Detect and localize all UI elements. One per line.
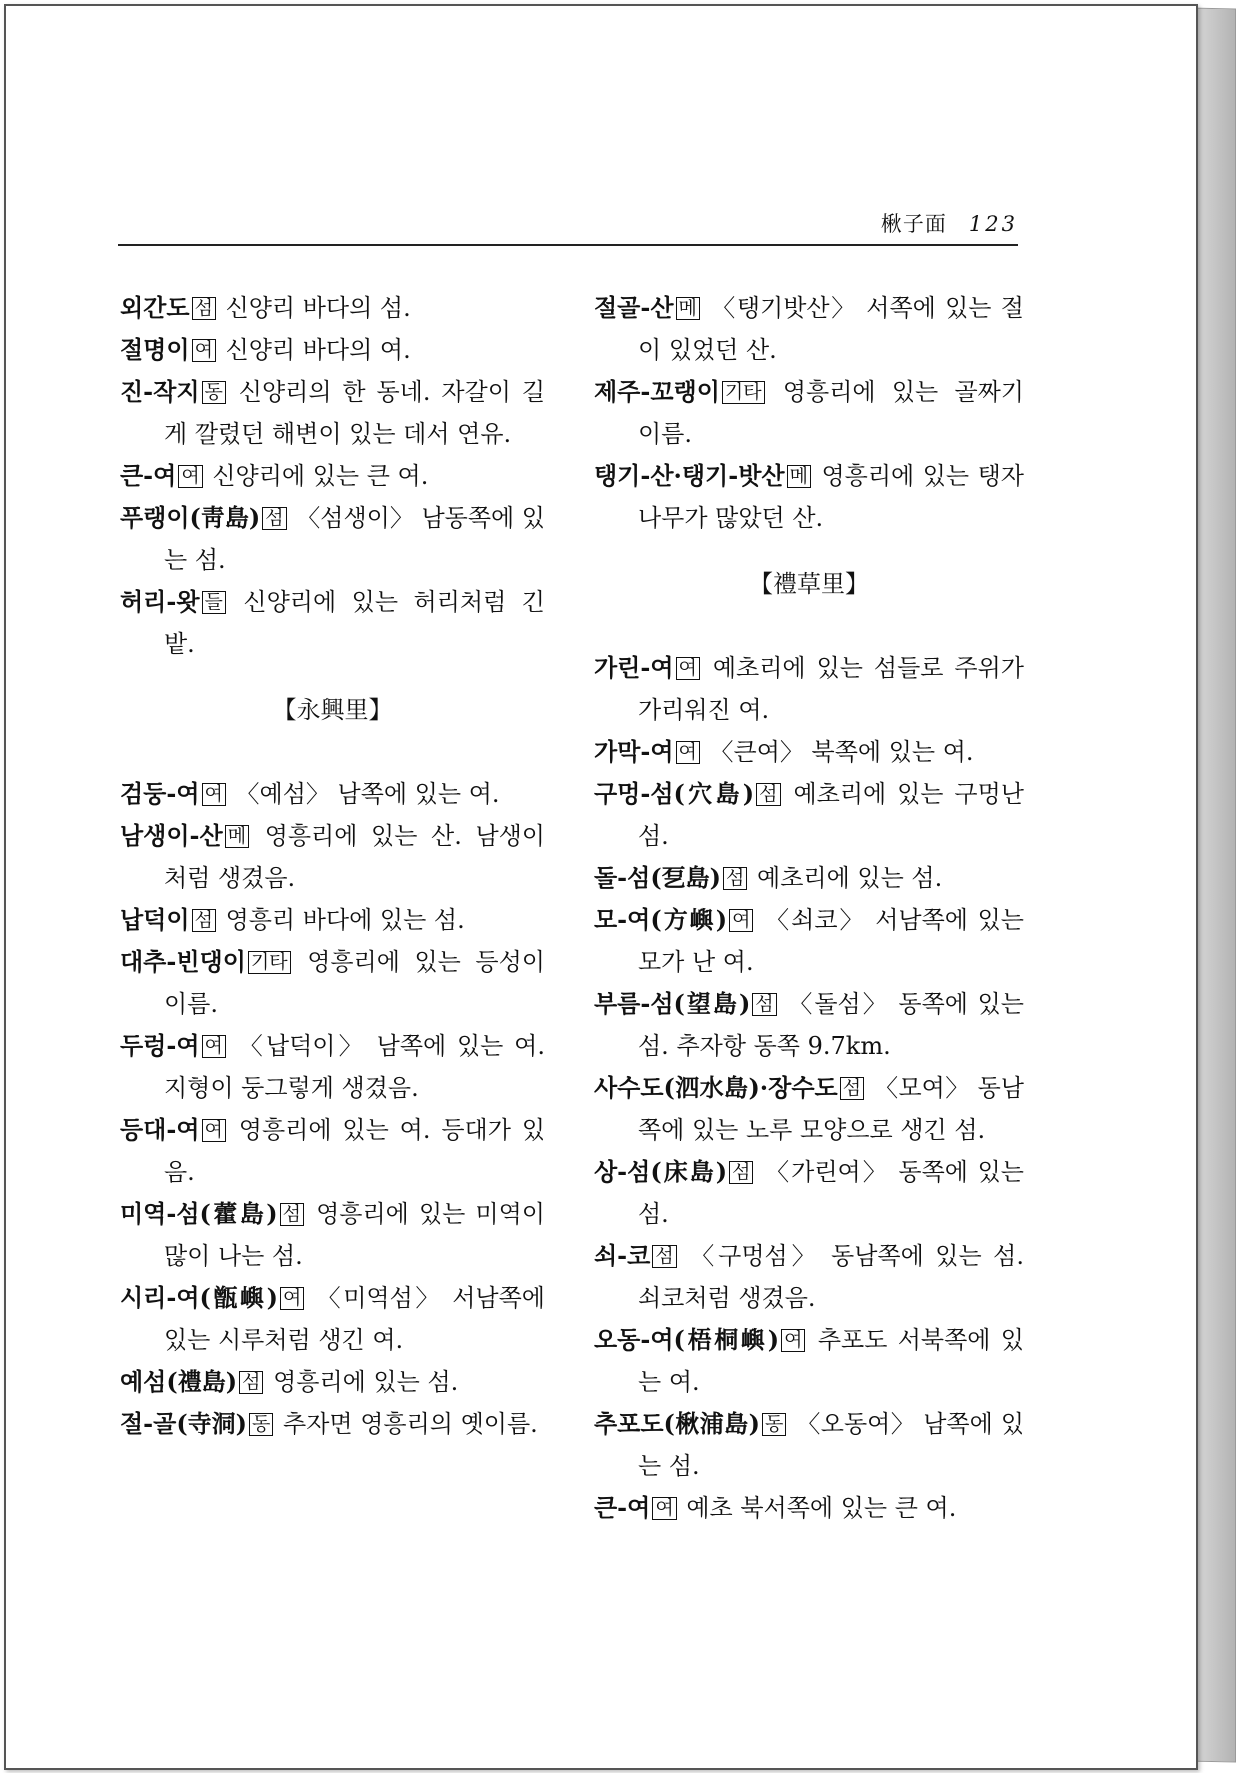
dictionary-entry (594, 371, 1024, 455)
dictionary-entry (594, 455, 1024, 539)
entry-term: 납덕이 (120, 905, 190, 934)
entry-category-tag: 여 (202, 1119, 226, 1142)
entry-term: 두렁-여 (120, 1031, 200, 1060)
dictionary-entry (120, 371, 545, 455)
entry-category-tag: 메 (676, 297, 700, 320)
entry-term: 대추-빈댕이 (120, 947, 246, 976)
header-text (881, 208, 1018, 238)
entry-category-tag: 섬 (729, 1161, 753, 1184)
entry-description: 〈탱기밧산〉 서쪽에 있는 절이 있었던 산. (638, 294, 1024, 364)
entry-term: 진-작지 (120, 377, 200, 406)
entry-term: 상-섬(床島) (594, 1157, 728, 1186)
dictionary-entry (594, 1319, 1024, 1403)
entry-category-tag: 여 (202, 783, 226, 806)
entry-description: 〈큰여〉 북쪽에 있는 여. (709, 738, 974, 766)
entry-term: 검둥-여 (120, 779, 200, 808)
entry-category-tag: 메 (787, 465, 811, 488)
dictionary-entry (594, 773, 1024, 857)
entry-term: 큰-여 (120, 461, 177, 490)
entry-term: 푸랭이(靑島) (120, 503, 261, 532)
entry-description: 영흥리에 있는 등성이 이름. (164, 948, 545, 1018)
entry-term: 추포도(楸浦島) (594, 1409, 760, 1438)
entry-category-tag: 섬 (752, 993, 776, 1016)
entry-description: 예초리에 있는 구멍난 섬. (638, 780, 1024, 850)
entry-category-tag: 여 (192, 339, 216, 362)
dictionary-entry (120, 941, 545, 1025)
entry-category-tag: 들 (202, 591, 226, 614)
entry-category-tag: 여 (676, 741, 700, 764)
entry-category-tag: 메 (225, 825, 249, 848)
entry-category-tag: 동 (249, 1413, 273, 1436)
left-entries-bottom (120, 773, 545, 1445)
dictionary-entry (120, 815, 545, 899)
entry-category-tag: 여 (178, 465, 202, 488)
dictionary-entry (594, 1151, 1024, 1235)
page-number: 123 (968, 212, 1018, 236)
section-title-yeongheung: 【永興里】 (272, 696, 393, 724)
entry-term: 시리-여(甑嶼) (120, 1283, 279, 1312)
entry-category-tag: 동 (202, 381, 226, 404)
dictionary-entry (120, 1025, 545, 1109)
entry-description: 추포도 서북쪽에 있는 여. (638, 1326, 1024, 1396)
dictionary-entry (120, 455, 545, 497)
entry-description: 신양리의 한 동네. 자갈이 길게 깔렸던 해변이 있는 데서 연유. (164, 378, 545, 448)
entry-description: 예초리에 있는 섬들로 주위가 가리워진 여. (638, 654, 1024, 724)
header-rule (118, 244, 1018, 246)
entry-description: 영흥리에 있는 미역이 많이 나는 섬. (164, 1200, 545, 1270)
entry-description: 신양리 바다의 여. (225, 336, 411, 364)
entry-category-tag: 섬 (192, 297, 216, 320)
dictionary-entry (594, 983, 1024, 1067)
entry-term: 부름-섬(望島) (594, 989, 751, 1018)
dictionary-entry (120, 329, 545, 371)
entry-term: 미역-섬(藿島) (120, 1199, 278, 1228)
entry-term: 예섬(禮島) (120, 1367, 238, 1396)
entry-description: 영흥리 바다에 있는 섬. (225, 906, 465, 934)
dictionary-entry (594, 857, 1024, 899)
entry-category-tag: 여 (280, 1287, 304, 1310)
dictionary-entry (120, 1361, 545, 1403)
entry-term: 탱기-산·탱기-밧산 (594, 461, 785, 490)
entry-description: 〈섬생이〉 남동쪽에 있는 섬. (164, 504, 545, 574)
section-title-yecho: 【禮草里】 (749, 570, 869, 598)
entry-category-tag: 섬 (262, 507, 286, 530)
entry-term: 사수도(泗水島)·장수도 (594, 1073, 838, 1102)
right-column (594, 287, 1024, 1529)
right-entries-top (594, 287, 1024, 539)
dictionary-entry (120, 1403, 545, 1445)
entry-term: 모-여(方嶼) (594, 905, 728, 934)
dictionary-entry (120, 497, 545, 581)
entry-category-tag: 여 (202, 1035, 226, 1058)
entry-description: 〈납덕이〉 남쪽에 있는 여. 지형이 둥그렇게 생겼음. (164, 1032, 545, 1102)
entry-category-tag: 섬 (756, 783, 780, 806)
entry-description: 신양리에 있는 허리처럼 긴 밭. (164, 588, 545, 658)
left-column (120, 287, 545, 1445)
entry-term: 남생이-산 (120, 821, 223, 850)
header-title: 楸子面 (880, 212, 947, 236)
entry-term: 오동-여(梧桐嶼) (594, 1325, 780, 1354)
entry-description: 〈돌섬〉 동쪽에 있는 섬. 추자항 동쪽 9.7km. (638, 990, 1024, 1060)
entry-term: 제주-꼬랭이 (594, 377, 720, 406)
dictionary-entry (120, 1277, 545, 1361)
dictionary-entry (120, 1193, 545, 1277)
entry-description: 〈모여〉 동남쪽에 있는 노루 모양으로 생긴 섬. (638, 1074, 1024, 1144)
entry-category-tag: 섬 (239, 1371, 263, 1394)
entry-description: 〈미역섬〉 서남쪽에 있는 시루처럼 생긴 여. (164, 1284, 545, 1354)
entry-description: 영흥리에 있는 산. 남생이 처럼 생겼음. (164, 822, 545, 892)
entry-term: 돌-섬(乭島) (594, 863, 722, 892)
entry-category-tag: 동 (762, 1413, 786, 1436)
entry-description: 〈가린여〉 동쪽에 있는 섬. (638, 1158, 1024, 1228)
entry-description: 영흥리에 있는 여. 등대가 있음. (164, 1116, 545, 1186)
entry-term: 절명이 (120, 335, 190, 364)
left-entries-top (120, 287, 545, 665)
entry-description: 〈쇠코〉 서남쪽에 있는 모가 난 여. (638, 906, 1024, 976)
dictionary-entry (594, 1235, 1024, 1319)
dictionary-entry (594, 647, 1024, 731)
entry-category-tag: 여 (729, 909, 753, 932)
entry-description: 〈구멍섬〉 동남쪽에 있는 섬. 쇠코처럼 생겼음. (638, 1242, 1024, 1312)
entry-category-tag: 섬 (192, 909, 216, 932)
entry-description: 영흥리에 있는 골짜기 이름. (638, 378, 1024, 448)
entry-term: 가린-여 (594, 653, 674, 682)
dictionary-entry (120, 899, 545, 941)
entry-category-tag: 섬 (280, 1203, 304, 1226)
entry-description: 추자면 영흥리의 옛이름. (283, 1410, 538, 1438)
right-entries-bottom (594, 647, 1024, 1529)
entry-category-tag: 여 (781, 1329, 805, 1352)
dictionary-entry (594, 1067, 1024, 1151)
dictionary-entry (120, 581, 545, 665)
entry-term: 쇠-코 (594, 1241, 651, 1270)
entry-term: 외간도 (120, 293, 190, 322)
entry-description: 신양리 바다의 섬. (225, 294, 411, 322)
dictionary-entry (120, 773, 545, 815)
running-header (118, 208, 1018, 248)
entry-description: 영흥리에 있는 섬. (273, 1368, 459, 1396)
entry-term: 큰-여 (594, 1493, 651, 1522)
dictionary-entry (594, 899, 1024, 983)
entry-category-tag: 섬 (840, 1077, 864, 1100)
entry-category-tag: 기타 (248, 951, 291, 974)
entry-term: 가막-여 (594, 737, 674, 766)
entry-description: 신양리에 있는 큰 여. (212, 462, 429, 490)
entry-description: 예초 북서쪽에 있는 큰 여. (686, 1494, 957, 1522)
dictionary-entry (120, 1109, 545, 1193)
dictionary-entry (594, 1403, 1024, 1487)
entry-category-tag: 여 (652, 1497, 676, 1520)
entry-description: 〈예섬〉 남쪽에 있는 여. (235, 780, 500, 808)
entry-term: 등대-여 (120, 1115, 200, 1144)
dictionary-entry (120, 287, 545, 329)
entry-category-tag: 섬 (652, 1245, 676, 1268)
entry-description: 예초리에 있는 섬. (757, 864, 943, 892)
entry-description: 영흥리에 있는 탱자나무가 많았던 산. (638, 462, 1024, 532)
entry-term: 구멍-섬(穴島) (594, 779, 755, 808)
entry-category-tag: 섬 (723, 867, 747, 890)
dictionary-entry (594, 1487, 1024, 1529)
entry-description: 〈오동여〉 남쪽에 있는 섬. (638, 1410, 1024, 1480)
entry-term: 절-골(寺洞) (120, 1409, 248, 1438)
dictionary-entry (594, 287, 1024, 371)
entry-term: 절골-산 (594, 293, 674, 322)
entry-category-tag: 여 (676, 657, 700, 680)
entry-term: 허리-왓 (120, 587, 200, 616)
dictionary-entry (594, 731, 1024, 773)
entry-category-tag: 기타 (722, 381, 765, 404)
